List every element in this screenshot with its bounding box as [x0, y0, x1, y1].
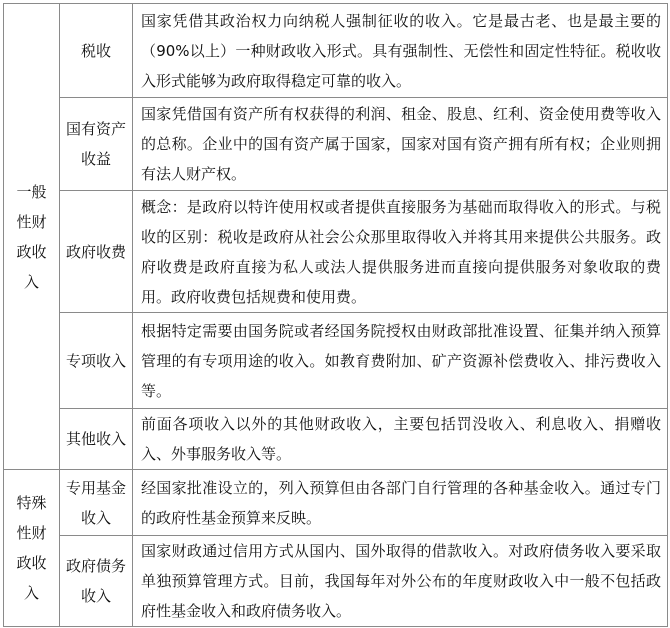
item-description-other-revenue: 前面各项收入以外的其他财政收入，主要包括罚没收入、利息收入、捐赠收入、外事服务收入等。 — [133, 409, 668, 470]
category-general-revenue: 一般性财政收入 — [4, 4, 60, 470]
table-row — [4, 313, 668, 409]
item-name-special-fund-revenue: 专用基金收入 — [60, 470, 133, 536]
category-special-revenue: 特殊性财政收入 — [4, 470, 60, 627]
table-row — [4, 409, 668, 470]
item-name-government-debt-revenue: 政府债务收入 — [60, 536, 133, 627]
item-name-tax: 税收 — [60, 4, 133, 98]
revenue-classification-table — [3, 3, 668, 627]
table-row — [4, 98, 668, 191]
table-row — [4, 536, 668, 627]
table-row — [4, 191, 668, 313]
item-description-government-fees: 概念：是政府以特许使用权或者提供直接服务为基础而取得收入的形式。与税收的区别：税收是政府从社会公众那里取得收入并将其用来提供公共服务。政府收费是政府直接为私人或法人提供服务进而直接向提供服务对象收取的费用。政府收费包括规费和使用费。 — [133, 191, 668, 313]
item-description-special-fund-revenue: 经国家批准设立的，列入预算但由各部门自行管理的各种基金收入。通过专门的政府性基金预算来反映。 — [133, 470, 668, 536]
item-description-government-debt-revenue: 国家财政通过信用方式从国内、国外取得的借款收入。对政府债务收入要采取单独预算管理方式。目前，我国每年对外公布的年度财政收入中一般不包括政府性基金收入和政府债务收入。 — [133, 536, 668, 627]
item-name-state-asset-income: 国有资产收益 — [60, 98, 133, 191]
item-description-tax: 国家凭借其政治权力向纳税人强制征收的收入。它是最古老、也是最主要的（90%以上）一种财政收入形式。具有强制性、无偿性和固定性特征。税收收入形式能够为政府取得稳定可靠的收入。 — [133, 4, 668, 98]
item-name-special-revenue: 专项收入 — [60, 313, 133, 409]
item-name-government-fees: 政府收费 — [60, 191, 133, 313]
table-row — [4, 4, 668, 98]
item-description-special-revenue: 根据特定需要由国务院或者经国务院授权由财政部批准设置、征集并纳入预算管理的有专项用途的收入。如教育费附加、矿产资源补偿费收入、排污费收入等。 — [133, 313, 668, 409]
table-row — [4, 470, 668, 536]
item-name-other-revenue: 其他收入 — [60, 409, 133, 470]
item-description-state-asset-income: 国家凭借国有资产所有权获得的利润、租金、股息、红利、资金使用费等收入的总称。企业中的国有资产属于国家，国家对国有资产拥有所有权；企业则拥有法人财产权。 — [133, 98, 668, 191]
